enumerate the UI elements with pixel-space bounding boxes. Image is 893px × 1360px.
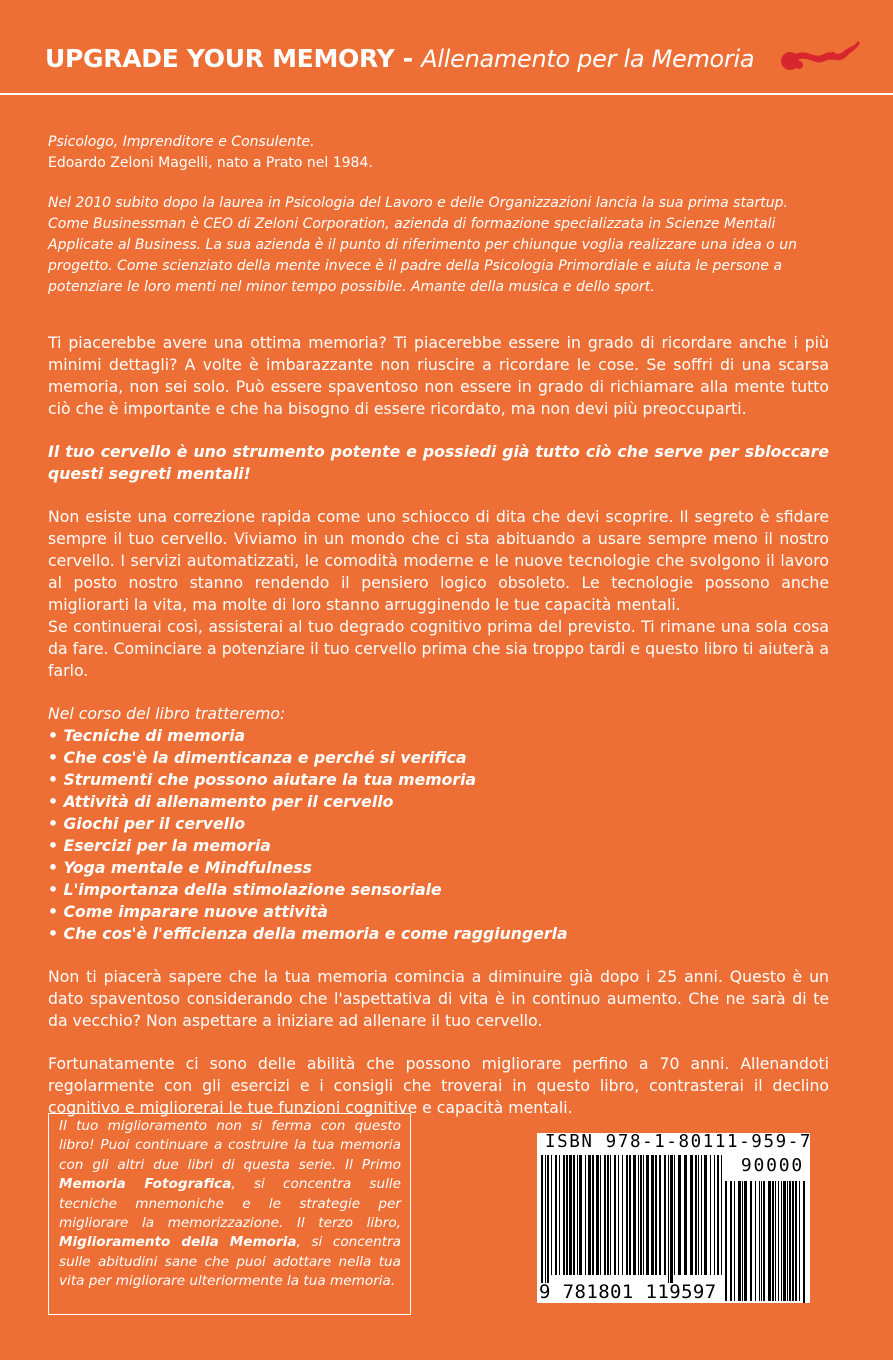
isbn-barcode xyxy=(537,1133,810,1303)
barcode-stripe xyxy=(618,1155,619,1275)
barcode-stripe xyxy=(678,1155,681,1275)
topics-list xyxy=(48,703,829,945)
barcode-stripe xyxy=(795,1181,797,1301)
barcode-stripe xyxy=(643,1155,644,1275)
barcode-stripe xyxy=(551,1155,552,1275)
barcode-stripe xyxy=(787,1181,788,1301)
barcode-stripe xyxy=(659,1155,661,1275)
barcode-stripe xyxy=(655,1155,657,1275)
series-note-box xyxy=(48,1113,411,1315)
topic-item: • Che cos'è la dimenticanza e perché si verifica xyxy=(48,748,467,767)
barcode-stripe xyxy=(573,1155,575,1275)
topic-item: • Come imparare nuove attività xyxy=(48,902,329,921)
barcode-stripe xyxy=(695,1155,697,1275)
barcode-stripe xyxy=(640,1155,642,1275)
barcode-stripe xyxy=(775,1181,776,1301)
barcode-stripe xyxy=(799,1181,800,1301)
barcode-stripe xyxy=(725,1181,727,1301)
barcode-stripe xyxy=(588,1155,591,1275)
topic-item: • Strumenti che possono aiutare la tua memoria xyxy=(48,770,477,789)
barcode-stripe xyxy=(684,1155,687,1275)
barcode-stripe xyxy=(721,1155,722,1275)
barcode-stripe xyxy=(569,1155,572,1275)
barcode-stripe xyxy=(596,1155,599,1275)
barcode-stripe xyxy=(714,1155,715,1275)
barcode-stripe xyxy=(629,1155,631,1275)
barcode-stripe xyxy=(781,1181,782,1301)
title-main: UPGRADE YOUR MEMORY xyxy=(45,44,395,73)
barcode-stripe xyxy=(566,1155,568,1275)
barcode-stripe xyxy=(664,1155,666,1275)
blurb-paragraph-4: Se continuerai così, assisterai al tuo degrado cognitivo prima del previsto. Ti rimane una sola cosa da fare. Cominciare a potenziare il tuo cervello prima che sia troppo tardi e questo libro ti aiuterà a farlo. xyxy=(48,617,829,680)
barcode-stripe xyxy=(710,1155,711,1275)
barcode-stripe xyxy=(738,1181,741,1301)
header-divider xyxy=(0,93,893,95)
bio-line-role: Psicologo, Imprenditore e Consulente. xyxy=(48,134,315,150)
author-bio xyxy=(48,132,829,298)
topics-intro: Nel corso del libro tratteremo: xyxy=(48,704,286,723)
barcode-stripe xyxy=(789,1181,791,1301)
bio-paragraph: Nel 2010 subito dopo la laurea in Psicologia del Lavoro e delle Organizzazioni lancia la sua prima startup. Come Businessman è CEO di Zeloni Corporation, azienda di formazione specializzata in Scienze Mentali Applicate al Business. La sua azienda è il punto di riferimento per chiunque voglia realizzare una idea o un progetto. Come scienziato della mente invece è il padre della Psicologia Primordiale e aiuta le persone a potenziare le loro menti nel minor tempo possibile. Amante della musica e dello sport. xyxy=(48,195,797,295)
barcode-stripe xyxy=(717,1155,719,1275)
title-separator: - xyxy=(394,44,422,73)
isbn-label: ISBN 978-1-80111-959-7 xyxy=(545,1132,812,1152)
barcode-stripe xyxy=(734,1181,735,1301)
barcode-stripe xyxy=(730,1181,732,1301)
topic-item: • Tecniche di memoria xyxy=(48,726,246,745)
topic-item: • Giochi per il cervello xyxy=(48,814,246,833)
brain-swirl-icon xyxy=(778,38,862,72)
barcode-stripe xyxy=(563,1155,565,1275)
barcode-stripe xyxy=(761,1181,762,1301)
barcode-stripe xyxy=(704,1155,707,1275)
blurb-paragraph-1: Ti piacerebbe avere una ottima memoria? Ti piacerebbe essere in grado di ricordare anche i più minimi dettagli? A volte è imbarazzante non riuscire a ricordare le cose. Se soffri di una scarsa memoria, non sei solo. Può essere spaventoso non essere in grado di richiamare alla mente tutto ciò che è importante e che ha bisogno di essere ricordato, ma non devi più preoccuparti. xyxy=(48,333,829,418)
topic-item: • Attività di allenamento per il cervello xyxy=(48,792,394,811)
title-subtitle: Allenamento per la Memoria xyxy=(421,45,755,73)
barcode-stripe xyxy=(600,1155,601,1275)
barcode-stripe xyxy=(592,1155,594,1275)
blurb-highlight: Il tuo cervello è uno strumento potente e possiedi già tutto ciò che serve per sbloccare questi segreti mentali! xyxy=(48,442,829,483)
barcode-stripe xyxy=(541,1155,543,1283)
topic-item: • L'importanza della stimolazione sensoriale xyxy=(48,880,442,899)
blurb-body xyxy=(48,332,829,1140)
barcode-digits: 9 781801 119597 xyxy=(539,1281,717,1303)
bio-line-name: Edoardo Zeloni Magelli, nato a Prato nel 1984. xyxy=(48,155,373,171)
barcode-stripe xyxy=(763,1181,765,1301)
book-title xyxy=(45,44,754,73)
barcode-stripe xyxy=(633,1155,636,1275)
barcode-stripe xyxy=(690,1155,693,1275)
barcode-stripe xyxy=(744,1181,747,1301)
barcode-addon: 90000 xyxy=(740,1155,804,1176)
barcode-stripe xyxy=(698,1155,699,1275)
barcode-stripe xyxy=(759,1181,760,1301)
barcode-stripe xyxy=(545,1155,546,1283)
barcode-stripe xyxy=(792,1181,794,1301)
topic-item: • Che cos'è l'efficienza della memoria e come raggiungerla xyxy=(48,924,568,943)
topic-item: • Yoga mentale e Mindfulness xyxy=(48,858,312,877)
barcode-stripe xyxy=(614,1155,616,1275)
barcode-stripe xyxy=(579,1155,582,1275)
barcode-stripe xyxy=(803,1181,805,1303)
series-text-3: , si concentra sulle abitudini sane che puoi adottare nella tua vita per migliorare ulteriormente la tua memoria. xyxy=(59,1234,401,1290)
barcode-stripe xyxy=(638,1155,639,1275)
barcode-stripe xyxy=(701,1155,702,1275)
barcode-stripe xyxy=(772,1181,774,1301)
barcode-stripe xyxy=(674,1155,675,1275)
barcode-stripe xyxy=(768,1181,771,1301)
barcode-stripe xyxy=(651,1155,654,1275)
barcode-stripe xyxy=(622,1155,623,1275)
barcode-stripe xyxy=(547,1155,549,1283)
barcode-stripe xyxy=(750,1181,752,1301)
series-book-2: Miglioramento della Memoria xyxy=(59,1234,297,1251)
barcode-stripe xyxy=(626,1155,628,1275)
topic-item: • Esercizi per la memoria xyxy=(48,836,271,855)
barcode-stripe xyxy=(610,1155,611,1275)
barcode-stripe xyxy=(668,1155,669,1283)
barcode-stripe xyxy=(778,1181,779,1301)
barcode-stripe xyxy=(585,1155,586,1275)
blurb-paragraph-3: Non esiste una correzione rapida come uno schiocco di dita che devi scoprire. Il segreto è sfidare sempre il tuo cervello. Viviamo in un mondo che ci sta abituando a usare sempre meno il nostro cervello. I servizi automatizzati, le comodità moderne e le nuove tecnologie che svolgono il lavoro al posto nostro stanno rendendo il pensiero logico obsoleto. Le tecnologie possono anche migliorarti la vita, ma molte di loro stanno arrugginendo le tue capacità mentali. xyxy=(48,507,829,614)
series-book-1: Memoria Fotografica xyxy=(59,1176,232,1193)
barcode-stripe xyxy=(555,1155,557,1275)
blurb-paragraph-5: Non ti piacerà sapere che la tua memoria comincia a diminuire già dopo i 25 anni. Questo è un dato spaventoso considerando che l'aspettativa di vita è in continuo aumento. Che ne sarà di te da vecchio? Non aspettare a iniziare ad allenare il tuo cervello. xyxy=(48,967,829,1030)
series-text-1: Il tuo miglioramento non si ferma con questo libro! Puoi continuare a costruire la tua memoria con gli altri due libri di questa serie. Il Primo xyxy=(59,1118,401,1173)
barcode-stripe xyxy=(755,1181,756,1301)
barcode-stripe xyxy=(604,1155,606,1275)
barcode-stripe xyxy=(742,1181,743,1301)
cover-header xyxy=(0,0,893,95)
series-text-2: , si concentra sulle tecniche mnemoniche e le strategie per migliorare la memorizzazione. Il terzo libro, xyxy=(59,1176,401,1232)
barcode-stripe xyxy=(607,1155,609,1275)
barcode-stripe xyxy=(783,1181,786,1301)
barcode-stripe xyxy=(577,1155,578,1275)
barcode-stripe xyxy=(559,1155,560,1275)
barcode-stripe xyxy=(670,1155,673,1283)
blurb-paragraph-6: Fortunatamente ci sono delle abilità che possono migliorare perfino a 70 anni. Allenandoti regolarmente con gli esercizi e i consigli che troverai in questo libro, contrasterai il declino cognitivo e migliorerai le tue funzioni cognitive e capacità mentali. xyxy=(48,1054,829,1117)
barcode-stripe xyxy=(646,1155,649,1275)
